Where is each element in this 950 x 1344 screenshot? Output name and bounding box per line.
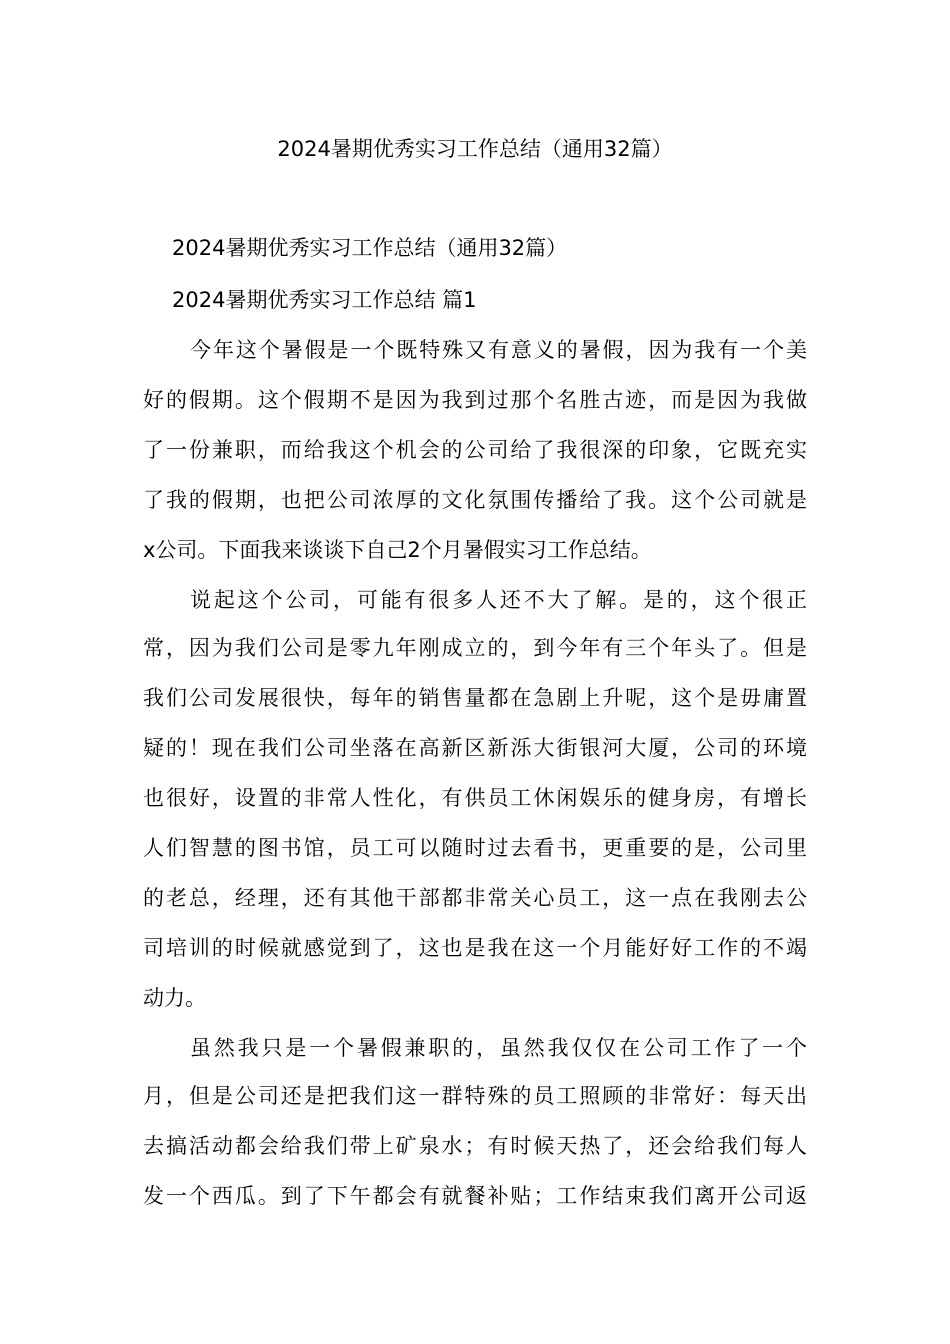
paragraph-2-line-7: 的老总，经理，还有其他干部都非常关心员工，这一点在我刚去公 <box>143 886 807 910</box>
paragraph-2-line-6: 人们智慧的图书馆，员工可以随时过去看书，更重要的是，公司里 <box>143 836 807 860</box>
paragraph-2-line-5: 也很好，设置的非常人性化，有供员工休闲娱乐的健身房，有增长 <box>143 786 807 810</box>
paragraph-2-line-9: 动力。 <box>143 986 206 1010</box>
paragraph-2-line-3: 我们公司发展很快，每年的销售量都在急剧上升呢，这个是毋庸置 <box>143 686 807 710</box>
paragraph-1-line-3: 了一份兼职，而给我这个机会的公司给了我很深的印象，它既充实 <box>143 438 807 462</box>
paragraph-3-line-2: 月，但是公司还是把我们这一群特殊的员工照顾的非常好：每天出 <box>143 1084 807 1108</box>
paragraph-2-line-2: 常，因为我们公司是零九年刚成立的，到今年有三个年头了。但是 <box>143 636 807 660</box>
document-subtitle: 2024暑期优秀实习工作总结（通用32篇） <box>172 236 568 260</box>
paragraph-3-line-4: 发一个西瓜。到了下午都会有就餐补贴；工作结束我们离开公司返 <box>143 1184 807 1208</box>
paragraph-3-line-1: 虽然我只是一个暑假兼职的，虽然我仅仅在公司工作了一个 <box>190 1036 807 1060</box>
paragraph-2-line-4: 疑的！现在我们公司坐落在高新区新泺大街银河大厦，公司的环境 <box>143 736 807 760</box>
document-title: 2024暑期优秀实习工作总结（通用32篇） <box>277 137 673 161</box>
section-heading: 2024暑期优秀实习工作总结 篇1 <box>172 288 477 312</box>
paragraph-1-line-1: 今年这个暑假是一个既特殊又有意义的暑假，因为我有一个美 <box>190 338 807 362</box>
paragraph-2-line-8: 司培训的时候就感觉到了，这也是我在这一个月能好好工作的不竭 <box>143 936 807 960</box>
paragraph-1-line-4: 了我的假期，也把公司浓厚的文化氛围传播给了我。这个公司就是 <box>143 488 807 512</box>
paragraph-1-line-2: 好的假期。这个假期不是因为我到过那个名胜古迹，而是因为我做 <box>143 388 807 412</box>
paragraph-3-line-3: 去搞活动都会给我们带上矿泉水；有时候天热了，还会给我们每人 <box>143 1134 807 1158</box>
paragraph-1-line-5: x公司。下面我来谈谈下自己2个月暑假实习工作总结。 <box>143 538 652 562</box>
paragraph-2-line-1: 说起这个公司，可能有很多人还不大了解。是的，这个很正 <box>190 588 807 612</box>
